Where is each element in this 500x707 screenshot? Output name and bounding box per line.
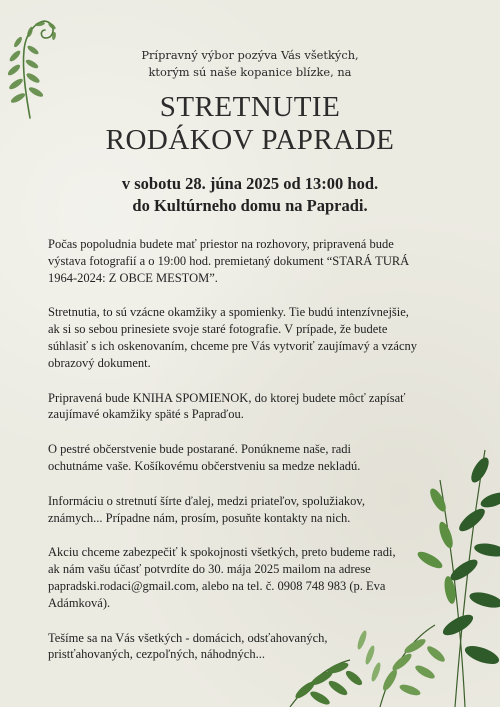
event-title xyxy=(0,91,500,157)
title-line-1: STRETNUTIE xyxy=(159,91,341,123)
event-date-place xyxy=(0,173,500,217)
paragraph-refreshments: O pestré občerstvenie bude postarané. Ponúkneme naše, radi ochutnáme vaše. Košíkovému občerstveniu sa medze nekladú. xyxy=(48,442,361,473)
date-line-1: v sobotu 28. júna 2025 od 13:00 hod. xyxy=(121,174,379,193)
date-line-2: do Kultúrneho domu na Papradi. xyxy=(132,196,368,215)
paragraph-photos: Stretnutia, to sú vzácne okamžiky a spomienky. Tie budú intenzívnejšie, ak si so sebou prinesiete svoje staré fotografie. V prípade, že budete súhlasiť s ich oskenovaním, chceme pre Vás vytvoriť zaujímavý a vzácny obrazový dokument. xyxy=(48,305,418,370)
paragraph-share: Informáciu o stretnutí šírte ďalej, medzi priateľov, spolužiakov, známych... Prípadne nám, prosím, posuňte kontakty na nich. xyxy=(48,493,365,525)
paragraph-program: Počas popoludnia budete mať priestor na rozhovory, pripravená bude výstava fotografií a o 19:00 hod. premietaný dokument “STARÁ TURÁ 1964-2024: Z OBCE MESTOM”. xyxy=(48,237,410,285)
intro-line-1: Prípravný výbor pozýva Vás všetkých, xyxy=(141,48,359,62)
title-line-2: RODÁKOV PAPRADE xyxy=(105,124,395,156)
invitation-intro xyxy=(0,47,500,81)
paragraph-memory-book: Pripravená bude KNIHA SPOMIENOK, do ktorej budete môcť zapísať zaujímavé okamžiky späté s Papraďou. xyxy=(48,390,406,422)
intro-line-2: ktorým sú naše kopanice blízke, na xyxy=(148,65,352,79)
paragraph-closing: Tešíme sa na Vás všetkých - domácich, odsťahovaných, pristťahovaných, cezpoľných, náhodných... xyxy=(48,630,328,662)
invitation-body xyxy=(48,236,460,681)
paragraph-confirmation: Akciu chceme zabezpečiť k spokojnosti všetkých, preto budeme radi, ak nám vašu účasť potvrdíte do 30. mája 2025 mailom na adrese papradski.rodaci@gmail.com, alebo na tel. č. 0908 748 983 (p. Eva Adámková). xyxy=(48,545,396,610)
